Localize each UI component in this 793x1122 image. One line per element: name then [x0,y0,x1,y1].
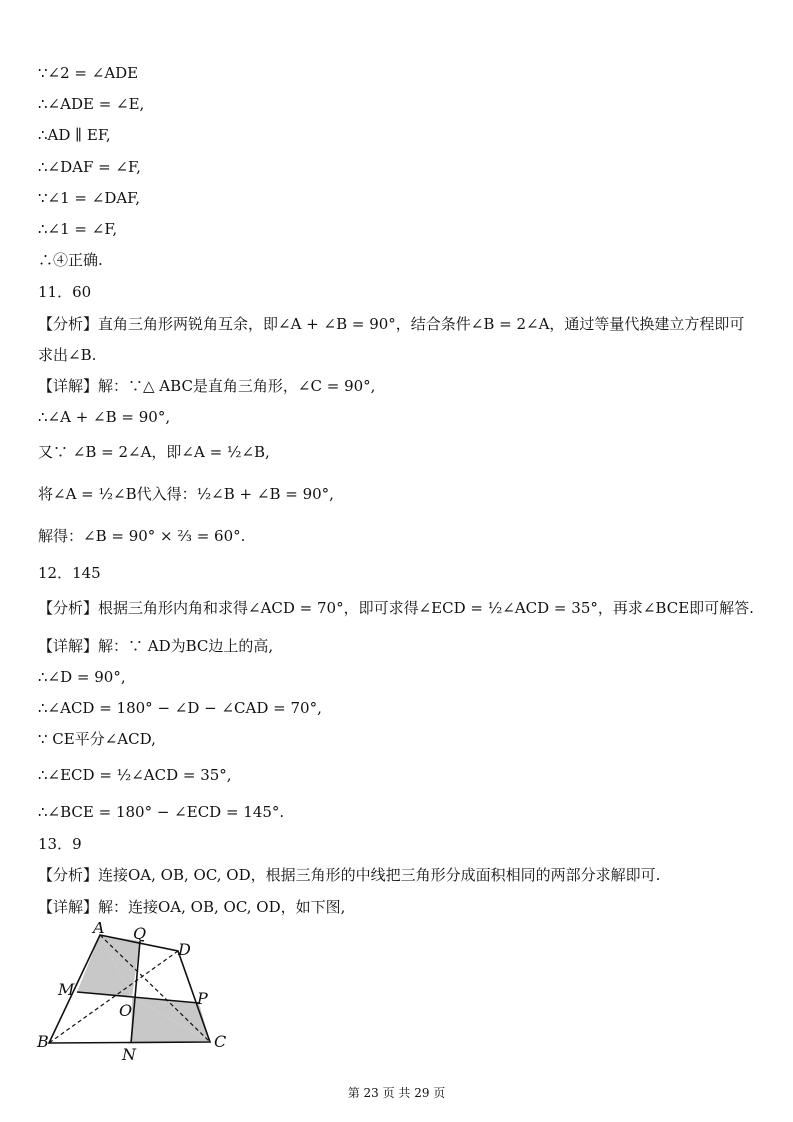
text-line: ∵∠1 = ∠DAF, [38,189,141,207]
label-m: M [58,980,75,999]
analysis-line: 【分析】根据三角形内角和求得∠ACD = 70°，即可求得∠ECD = ½∠ACD = 35°，再求∠BCE即可解答. [38,599,754,617]
label-b: B [37,1032,49,1051]
text-line: ∴AD ∥ EF, [38,126,111,144]
text-line: 解得：∠B = 90° × ⅔ = 60°. [38,527,246,545]
question-number: 12．145 [38,564,101,582]
analysis-line: 【分析】直角三角形两锐角互余，即∠A + ∠B = 90°，结合条件∠B = 2∠A，通过等量代换建立方程即可 [38,315,745,333]
text-line: ∴∠ACD = 180° − ∠D − ∠CAD = 70°, [38,699,322,717]
analysis-line: 【分析】连接OA, OB, OC, OD，根据三角形的中线把三角形分成面积相同的两部分求解即可. [38,866,661,884]
text-line: ∴∠A + ∠B = 90°, [38,408,171,426]
detail-line: 【详解】解：连接OA, OB, OC, OD，如下图, [38,898,346,916]
text-line: ∵∠2 = ∠ADE [38,64,139,82]
page-footer: 第 23 页 共 29 页 [347,1086,446,1100]
text-line: ∵ CE平分∠ACD, [38,730,156,748]
question-number: 11．60 [38,283,92,301]
analysis-line: 求出∠B. [38,346,97,364]
question-number: 13．9 [38,835,82,853]
text-line: ∴∠DAF = ∠F, [38,158,141,176]
label-n: N [122,1045,136,1062]
detail-line: 【详解】解：∵ AD为BC边上的高, [38,637,274,655]
trapezoid-figure [36,922,236,1062]
text-line: 又∵ ∠B = 2∠A，即∠A = ½∠B, [38,443,270,461]
text-line: ∴∠1 = ∠F, [38,220,118,238]
label-c: C [214,1032,227,1051]
label-d: D [178,940,191,959]
text-line: ∴∠BCE = 180° − ∠ECD = 145°. [38,803,285,821]
text-line: ∴∠D = 90°, [38,668,126,686]
label-o: O [119,1001,133,1020]
label-a: A [93,922,105,937]
label-p: P [197,989,208,1008]
text-line: ∴∠ECD = ½∠ACD = 35°, [38,766,232,784]
text-line: ∴④正确. [38,251,103,269]
text-line: ∴∠ADE = ∠E, [38,95,145,113]
label-q: Q [133,924,147,943]
detail-line: 【详解】解：∵△ ABC是直角三角形，∠C = 90°, [38,377,376,395]
text-line: 将∠A = ½∠B代入得：½∠B + ∠B = 90°, [38,485,334,503]
